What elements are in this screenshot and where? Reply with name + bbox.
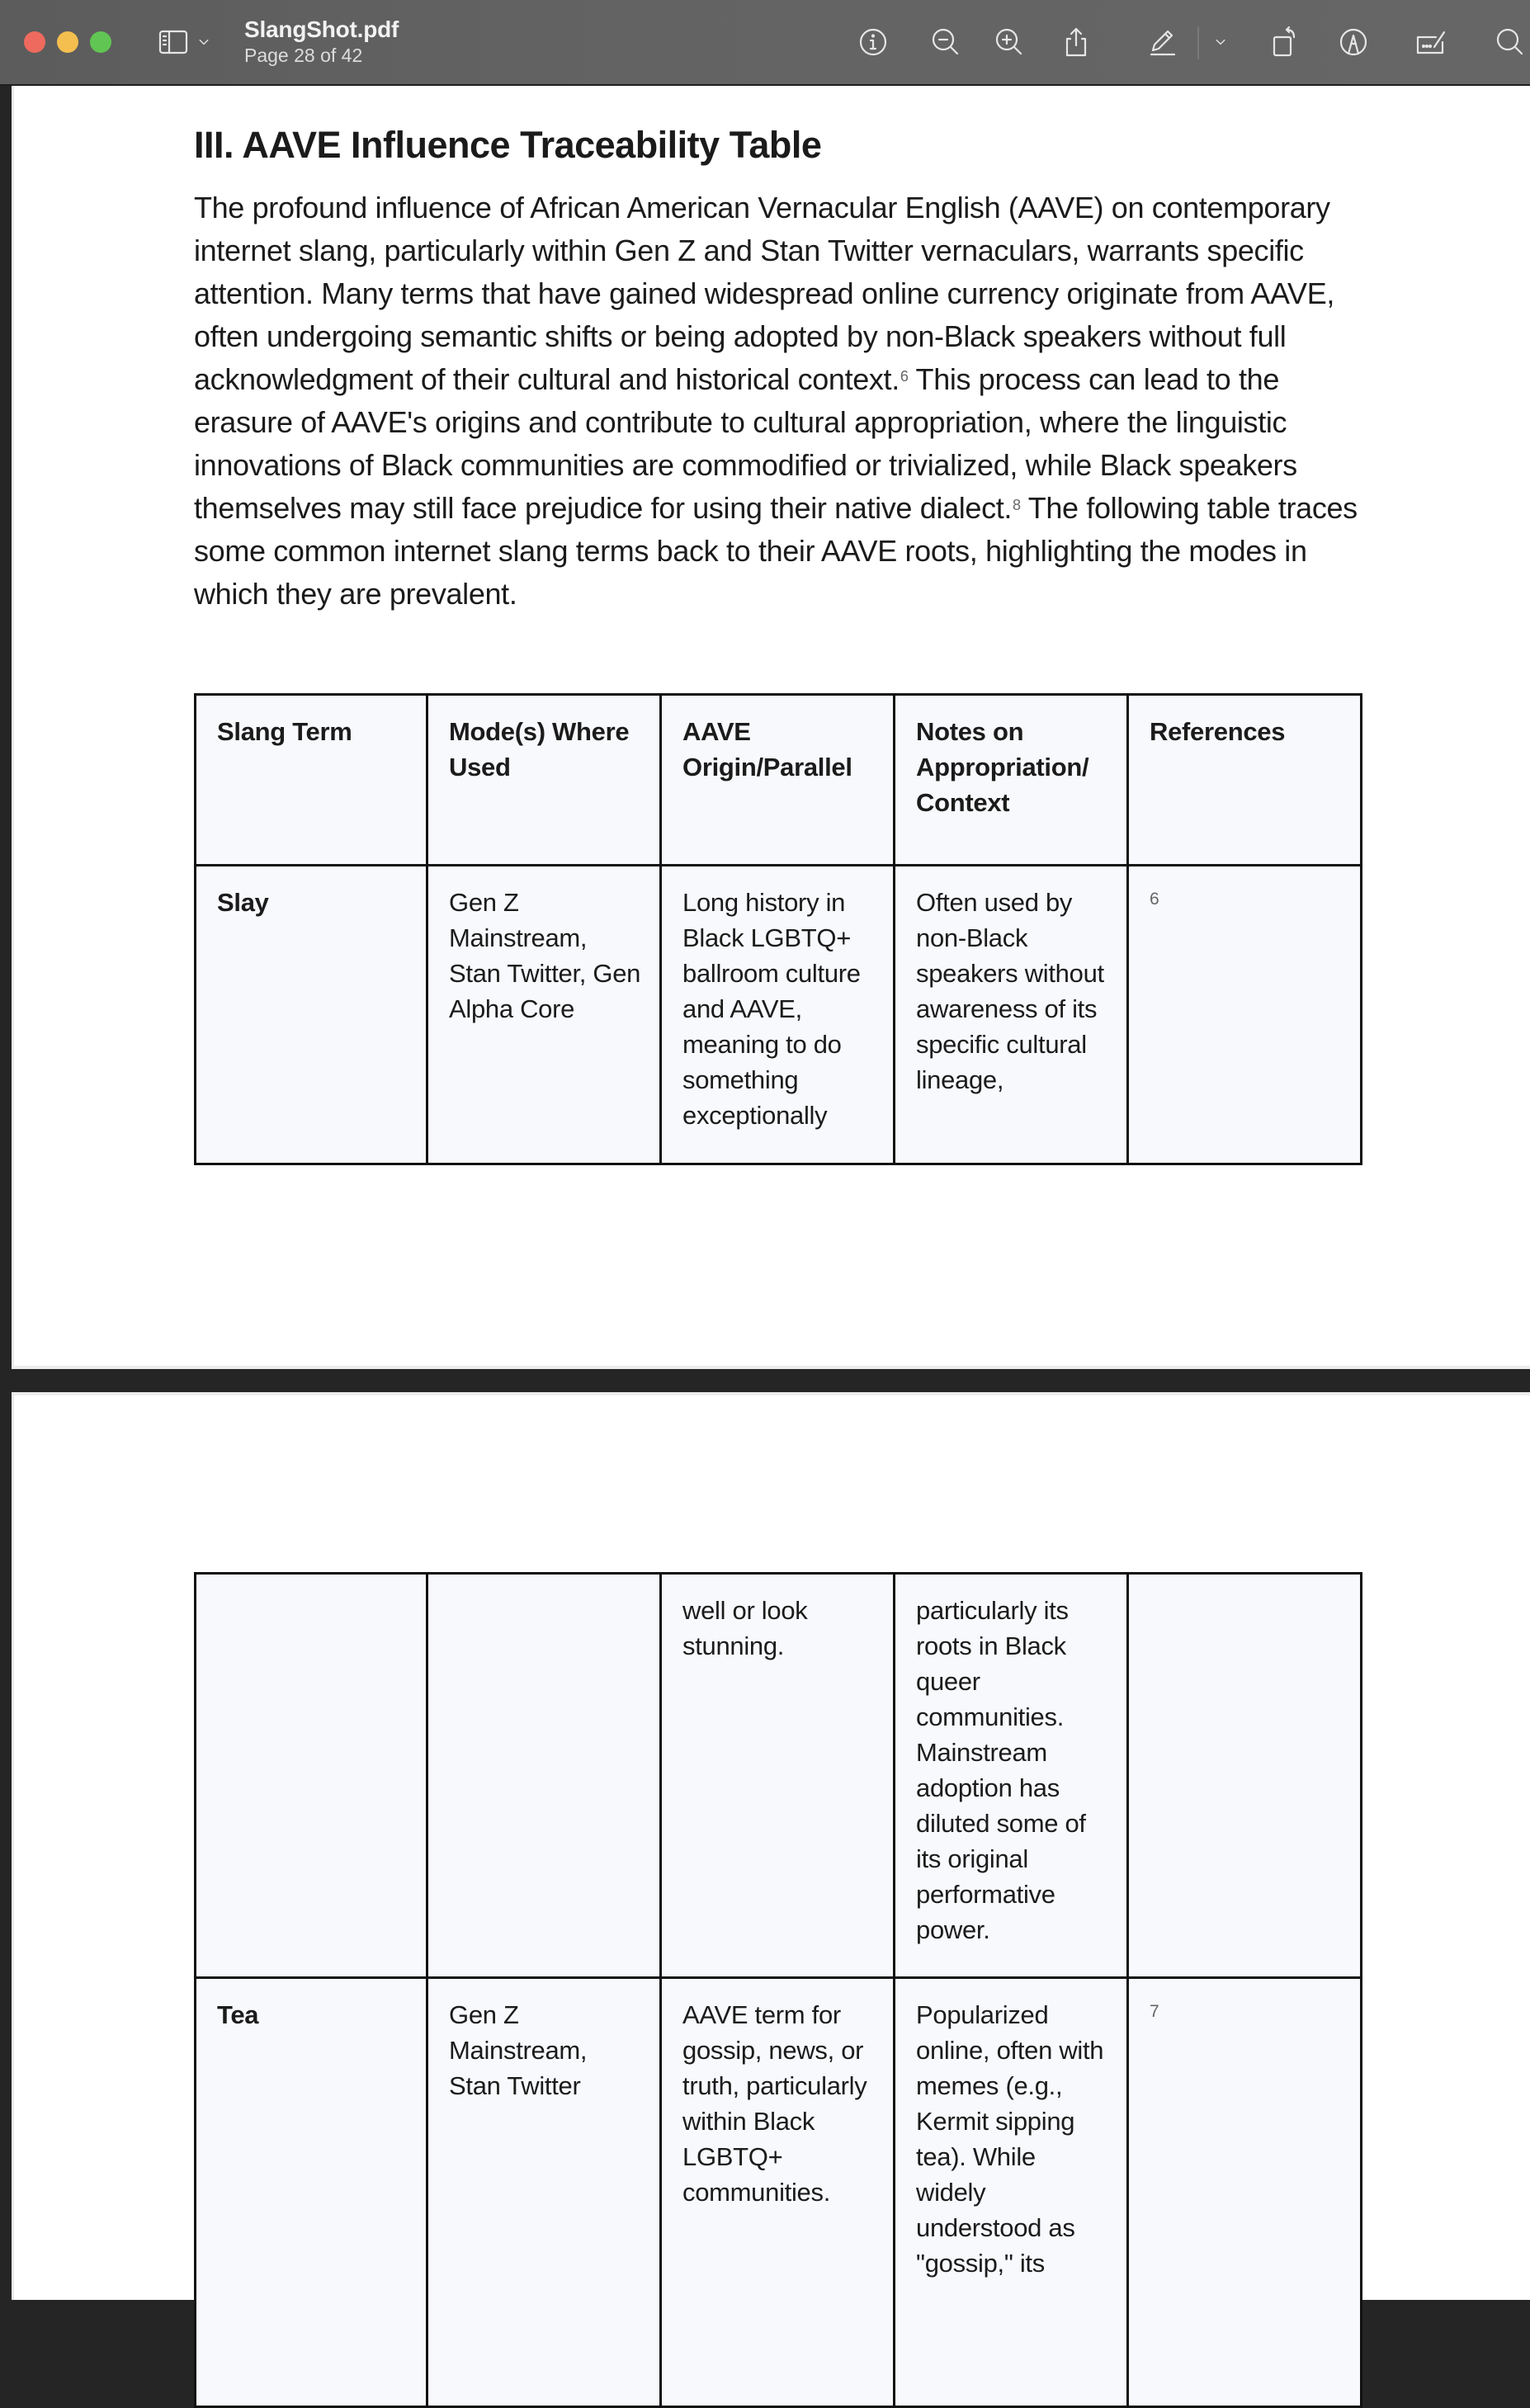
cell-modes: Gen Z Mainstream, Stan Twitter, Gen Alpha Core [427, 866, 661, 1164]
rotate-button[interactable] [1265, 22, 1305, 62]
page-indicator: Page 28 of 42 [244, 45, 363, 66]
header-aave-origin: AAVE Origin/Parallel [661, 695, 895, 866]
markup-button[interactable] [1334, 22, 1373, 62]
cell-reference[interactable]: 7 [1128, 1978, 1362, 2407]
info-button[interactable] [853, 22, 893, 62]
form-fill-icon [1414, 26, 1447, 59]
header-modes: Mode(s) Where Used [427, 695, 661, 866]
table-row [196, 1978, 1362, 2407]
table-row [196, 866, 1362, 1164]
window-zoom-button[interactable] [90, 31, 111, 53]
paragraph-text-3: The following table traces some common internet slang terms back to their AAVE roots, highlighting the modes in which they are prevalent. [194, 491, 1358, 611]
paragraph-text-1: The profound influence of African American Vernacular English (AAVE) on contemporary internet slang, particularly within Gen Z and Stan Twitter vernaculars, warrants specific attention. Many terms that have gained widespread online currency originate from AAVE, often undergoing semantic shifts or being adopted by non-Black speakers without full acknowledgment of their cultural and historical context. [194, 191, 1335, 396]
cell-notes: Often used by non-Black speakers without awareness of its specific cultural lineage, [895, 866, 1128, 1164]
pdf-page-29 [12, 1392, 1530, 2300]
zoom-in-button[interactable] [989, 22, 1029, 62]
chevron-down-icon [1211, 32, 1230, 52]
share-icon [1060, 26, 1093, 59]
cell-aave-origin: Long history in Black LGBTQ+ ballroom culture and AAVE, meaning to do something exceptionally [661, 866, 895, 1164]
pdf-viewer-toolbar [0, 0, 1530, 86]
rotate-icon [1268, 26, 1301, 59]
markup-icon [1337, 26, 1370, 59]
search-button[interactable] [1490, 22, 1530, 62]
cell-notes: Popularized online, often with memes (e.g., Kermit sipping tea). While widely understood as "gossip," its [895, 1978, 1128, 2407]
zoom-out-button[interactable] [926, 22, 966, 62]
cell-reference [1128, 1574, 1362, 1978]
highlight-button[interactable] [1143, 22, 1183, 62]
intro-paragraph [194, 187, 1366, 616]
sidebar-options-button[interactable] [191, 22, 216, 62]
cell-slang-term: Slay [196, 866, 427, 1164]
cell-slang-term: Tea [196, 1978, 427, 2407]
chevron-down-icon [194, 32, 214, 52]
table-header-row [196, 695, 1362, 866]
info-icon [857, 26, 890, 59]
cell-aave-origin: AAVE term for gossip, news, or truth, particularly within Black LGBTQ+ communities. [661, 1978, 895, 2407]
toolbar-divider [1197, 26, 1199, 59]
zoom-out-icon [929, 26, 962, 59]
window-close-button[interactable] [24, 31, 45, 53]
cell-modes [427, 1574, 661, 1978]
header-references: References [1128, 695, 1362, 866]
search-icon [1494, 26, 1527, 59]
highlight-pen-icon [1146, 26, 1179, 59]
document-title: SlangShot.pdf [244, 17, 399, 42]
section-heading: III. AAVE Influence Traceability Table [194, 124, 822, 166]
cell-slang-term [196, 1574, 427, 1978]
sidebar-toggle-icon [157, 26, 190, 59]
zoom-in-icon [993, 26, 1026, 59]
footnote-ref[interactable]: 8 [1013, 497, 1021, 513]
highlight-options-button[interactable] [1208, 22, 1233, 62]
header-slang-term: Slang Term [196, 695, 427, 866]
sidebar-toggle-button[interactable] [153, 22, 193, 62]
aave-traceability-table-continued [194, 1572, 1362, 2408]
aave-traceability-table [194, 693, 1362, 1165]
table-row [196, 1574, 1362, 1978]
header-notes: Notes on Appropriation/ Context [895, 695, 1128, 866]
form-fill-button[interactable] [1411, 22, 1451, 62]
footnote-ref[interactable]: 6 [900, 368, 909, 385]
cell-notes: particularly its roots in Black queer communities. Mainstream adoption has diluted some of its original performative power. [895, 1574, 1128, 1978]
cell-aave-origin: well or look stunning. [661, 1574, 895, 1978]
paragraph-text-2: This process can lead to the erasure of AAVE's origins and contribute to cultural appropriation, where the linguistic innovations of Black communities are commodified or trivialized, while Black speakers themselves may still face prejudice for using their native dialect. [194, 362, 1297, 525]
window-minimize-button[interactable] [57, 31, 78, 53]
pdf-page-28 [12, 86, 1530, 1369]
cell-modes: Gen Z Mainstream, Stan Twitter [427, 1978, 661, 2407]
cell-reference[interactable]: 6 [1128, 866, 1362, 1164]
share-button[interactable] [1056, 22, 1096, 62]
